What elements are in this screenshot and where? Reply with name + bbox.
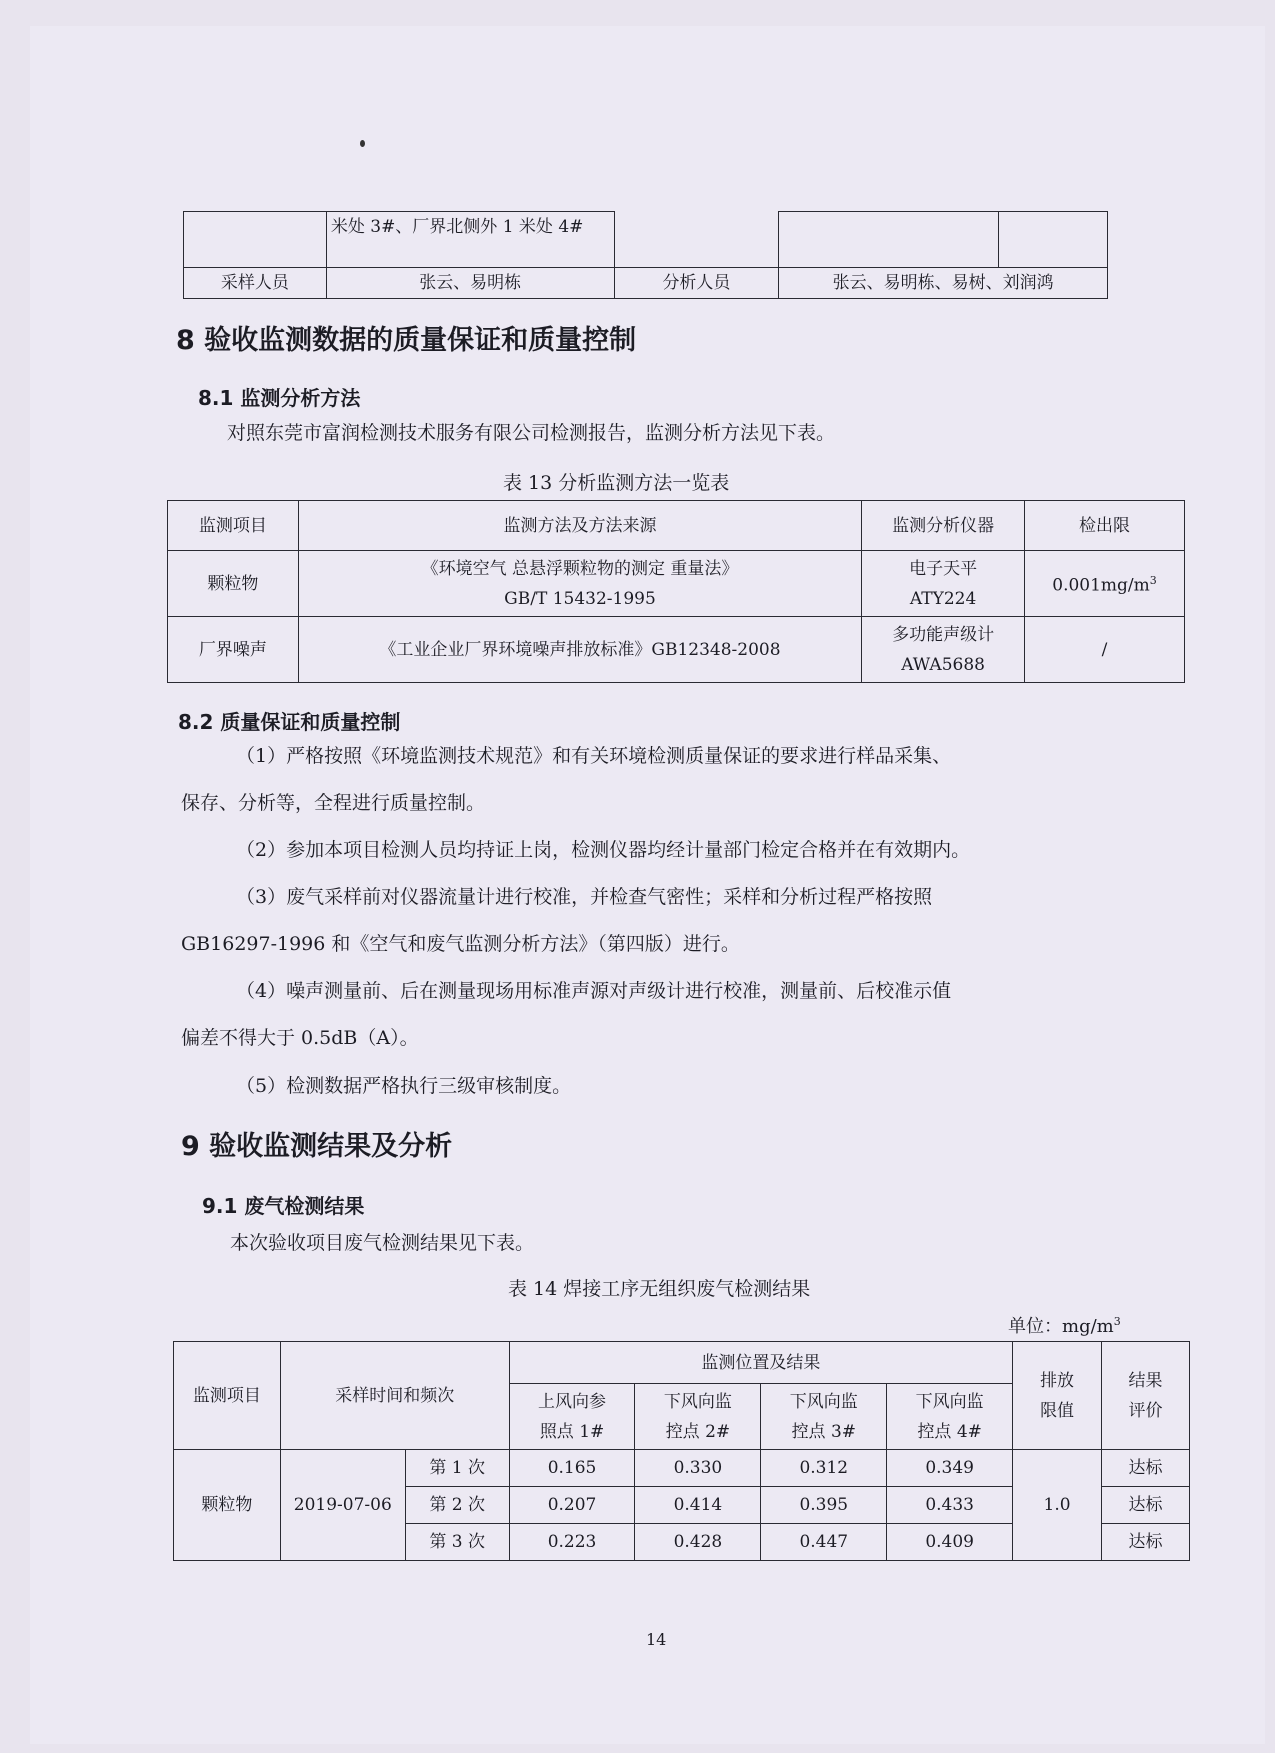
table-14-value: 0.409 (887, 1524, 1013, 1561)
paragraph-4a: （4）噪声测量前、后在测量现场用标准声源对声级计进行校准，测量前、后校准示值 (236, 980, 952, 1002)
table-13-method: 《工业企业厂界环境噪声排放标准》GB12348-2008 (298, 617, 861, 683)
instrument-name: 多功能声级计 (892, 624, 995, 645)
point-3-line1: 下风向监 (789, 1391, 858, 1412)
sampler-label: 采样人员 (184, 268, 327, 299)
point-4-line1: 下风向监 (915, 1391, 984, 1412)
unit-label (1008, 1312, 1121, 1338)
table-14-value: 0.207 (509, 1487, 635, 1524)
table-14-header-item: 监测项目 (174, 1342, 281, 1450)
paragraph-5: （5）检测数据严格执行三级审核制度。 (236, 1075, 572, 1097)
table-14-header-point-2 (635, 1384, 761, 1450)
table-14-eval: 达标 (1102, 1524, 1190, 1561)
table-14-value: 0.330 (635, 1450, 761, 1487)
ink-dot (360, 140, 365, 147)
analyst-label: 分析人员 (614, 268, 779, 299)
paragraph-1b: 保存、分析等，全程进行质量控制。 (181, 792, 486, 814)
point-4-line2: 控点 4# (917, 1421, 982, 1442)
header-eval-line1: 结果 (1128, 1370, 1163, 1391)
top-table-location-cell: 米处 3#、厂界北侧外 1 米处 4# (326, 212, 614, 268)
table-14-item: 颗粒物 (174, 1450, 281, 1561)
point-1-line2: 照点 1# (539, 1421, 605, 1442)
table-13-header: 监测方法及方法来源 (298, 501, 861, 551)
table-13-method (298, 551, 861, 617)
table-14-header-time: 采样时间和频次 (280, 1342, 509, 1450)
limit-value: 0.001mg/m (1052, 575, 1150, 596)
table-14-header-limit (1013, 1342, 1102, 1450)
table-13-limit (1025, 551, 1185, 617)
table-14-header-eval (1102, 1342, 1190, 1450)
unit-superscript: 3 (1113, 1315, 1121, 1328)
table-14-value: 0.395 (761, 1487, 887, 1524)
table-14-value: 0.447 (761, 1524, 887, 1561)
table-14-header-point-1 (509, 1384, 635, 1450)
instrument-model: AWA5688 (901, 654, 985, 675)
table-13-instrument (862, 551, 1025, 617)
section-8-title: 8 验收监测数据的质量保证和质量控制 (176, 325, 637, 356)
point-2-line2: 控点 2# (665, 1421, 731, 1442)
paragraph-4b: 偏差不得大于 0.5dB（A）。 (181, 1027, 419, 1049)
table-13-limit: / (1025, 617, 1185, 683)
table-14-value: 0.312 (761, 1450, 887, 1487)
table-14-value: 0.165 (509, 1450, 635, 1487)
section-8-1-text: 对照东莞市富润检测技术服务有限公司检测报告，监测分析方法见下表。 (227, 422, 836, 444)
table-14-caption: 表 14 焊接工序无组织废气检测结果 (508, 1278, 811, 1300)
table-13 (167, 500, 1185, 683)
top-table (183, 211, 1108, 299)
table-14-eval: 达标 (1102, 1487, 1190, 1524)
table-14-date: 2019-07-06 (280, 1450, 405, 1561)
table-13-header: 检出限 (1025, 501, 1185, 551)
point-1-line1: 上风向参 (538, 1391, 607, 1412)
table-14 (173, 1341, 1190, 1561)
analyst-value: 张云、易明栋、易树、刘润鸿 (779, 268, 1108, 299)
table-14-freq: 第 1 次 (405, 1450, 509, 1487)
paragraph-1a: （1）严格按照《环境监测技术规范》和有关环境检测质量保证的要求进行样品采集、 (236, 745, 952, 767)
section-9-1-title: 9.1 废气检测结果 (202, 1194, 365, 1218)
method-standard: GB/T 15432-1995 (504, 588, 656, 609)
point-2-line1: 下风向监 (663, 1391, 732, 1412)
table-14-value: 0.428 (635, 1524, 761, 1561)
table-14-header-point-4 (887, 1384, 1013, 1450)
table-14-value: 0.349 (887, 1450, 1013, 1487)
table-13-header: 监测分析仪器 (862, 501, 1025, 551)
point-3-line2: 控点 3# (791, 1421, 857, 1442)
sampler-value: 张云、易明栋 (326, 268, 614, 299)
unit-text: 单位：mg/m (1008, 1316, 1114, 1337)
table-14-freq: 第 3 次 (405, 1524, 509, 1561)
paragraph-3a: （3）废气采样前对仪器流量计进行校准，并检查气密性；采样和分析过程严格按照 (236, 886, 933, 908)
top-table-cell (614, 212, 779, 268)
table-14-value: 0.414 (635, 1487, 761, 1524)
section-9-1-text: 本次验收项目废气检测结果见下表。 (230, 1232, 535, 1254)
instrument-model: ATY224 (909, 588, 977, 609)
table-14-limit: 1.0 (1013, 1450, 1102, 1561)
top-table-cell (999, 212, 1108, 268)
table-13-header: 监测项目 (168, 501, 299, 551)
header-eval-line2: 评价 (1128, 1400, 1163, 1421)
section-8-2-title: 8.2 质量保证和质量控制 (178, 710, 401, 734)
table-14-freq: 第 2 次 (405, 1487, 509, 1524)
limit-superscript: 3 (1149, 574, 1157, 588)
page-number: 14 (646, 1630, 667, 1649)
table-13-item: 颗粒物 (168, 551, 299, 617)
table-13-caption: 表 13 分析监测方法一览表 (503, 472, 730, 494)
table-13-instrument (862, 617, 1025, 683)
section-8-1-title: 8.1 监测分析方法 (198, 386, 361, 410)
table-14-value: 0.223 (509, 1524, 635, 1561)
table-14-header-location: 监测位置及结果 (509, 1342, 1013, 1384)
header-limit-line1: 排放 (1040, 1370, 1075, 1391)
section-9-title: 9 验收监测结果及分析 (181, 1131, 453, 1162)
table-14-header-point-3 (761, 1384, 887, 1450)
table-14-eval: 达标 (1102, 1450, 1190, 1487)
top-table-cell (779, 212, 999, 268)
instrument-name: 电子天平 (909, 558, 978, 579)
paragraph-2: （2）参加本项目检测人员均持证上岗，检测仪器均经计量部门检定合格并在有效期内。 (236, 839, 971, 861)
header-limit-line2: 限值 (1040, 1400, 1075, 1421)
top-table-cell (184, 212, 327, 268)
table-13-item: 厂界噪声 (168, 617, 299, 683)
table-14-value: 0.433 (887, 1487, 1013, 1524)
paragraph-3b: GB16297-1996 和《空气和废气监测分析方法》（第四版）进行。 (181, 933, 740, 955)
method-name: 《环境空气 总悬浮颗粒物的测定 重量法》 (421, 558, 739, 579)
